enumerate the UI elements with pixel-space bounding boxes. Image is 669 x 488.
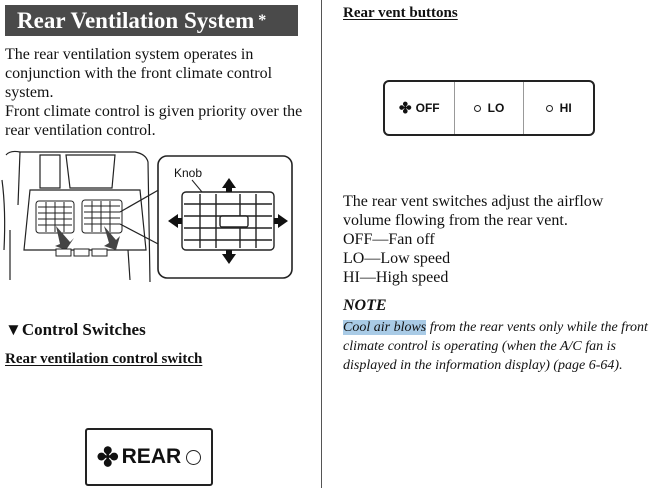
- fan-icon: ✤: [96, 442, 119, 472]
- rear-vent-illustration: [0, 150, 300, 285]
- note-heading: NOTE: [343, 297, 387, 314]
- lo-button-label: LO: [487, 101, 505, 115]
- right-vent: [82, 200, 122, 233]
- fan-icon: ✤: [399, 100, 412, 117]
- intro-paragraph-1: The rear ventilation system operates in conjunction with the front climate control system.: [5, 46, 273, 101]
- title-mark: *: [258, 12, 267, 29]
- description-off: OFF—Fan off: [343, 231, 435, 248]
- column-divider: [321, 0, 322, 488]
- rear-vent-button-panel: [383, 80, 595, 136]
- subheading-rear-vent-buttons: Rear vent buttons: [343, 5, 458, 21]
- description-paragraph: The rear vent switches adjust the airflow volume flowing from the rear vent.: [343, 193, 604, 229]
- rear-button[interactable]: [85, 428, 213, 486]
- indicator-icon: [546, 105, 553, 112]
- section-heading-control-switches: ▼Control Switches: [5, 320, 146, 339]
- intro-text: [5, 45, 305, 140]
- off-button-label: OFF: [415, 101, 440, 115]
- indicator-icon: [474, 105, 481, 112]
- off-button[interactable]: [385, 82, 454, 134]
- intro-paragraph-2: Front climate control is given priority over the rear ventilation control.: [5, 103, 303, 139]
- lo-button[interactable]: [454, 82, 524, 134]
- rear-button-label: REAR: [121, 445, 182, 468]
- page-title: Rear Ventilation System *: [5, 5, 298, 36]
- hi-button[interactable]: [523, 82, 593, 134]
- description-hi: HI—High speed: [343, 269, 449, 286]
- note-body: [343, 318, 653, 375]
- indicator-light-icon: [186, 450, 201, 465]
- hi-button-label: HI: [559, 101, 572, 115]
- note-text: from the rear vents only while the front climate control is operating (when the A/C fan is displayed in the information display) (page 6-64).: [343, 320, 648, 373]
- note-highlight: Cool air blows: [343, 320, 427, 335]
- subheading-rear-ventilation-control-switch: Rear ventilation control switch: [5, 351, 203, 367]
- description-lo: LO—Low speed: [343, 250, 451, 267]
- description-text: [343, 192, 653, 287]
- knob-label: Knob: [174, 166, 203, 180]
- zoomed-vent: [182, 192, 274, 250]
- left-vent: [36, 201, 74, 233]
